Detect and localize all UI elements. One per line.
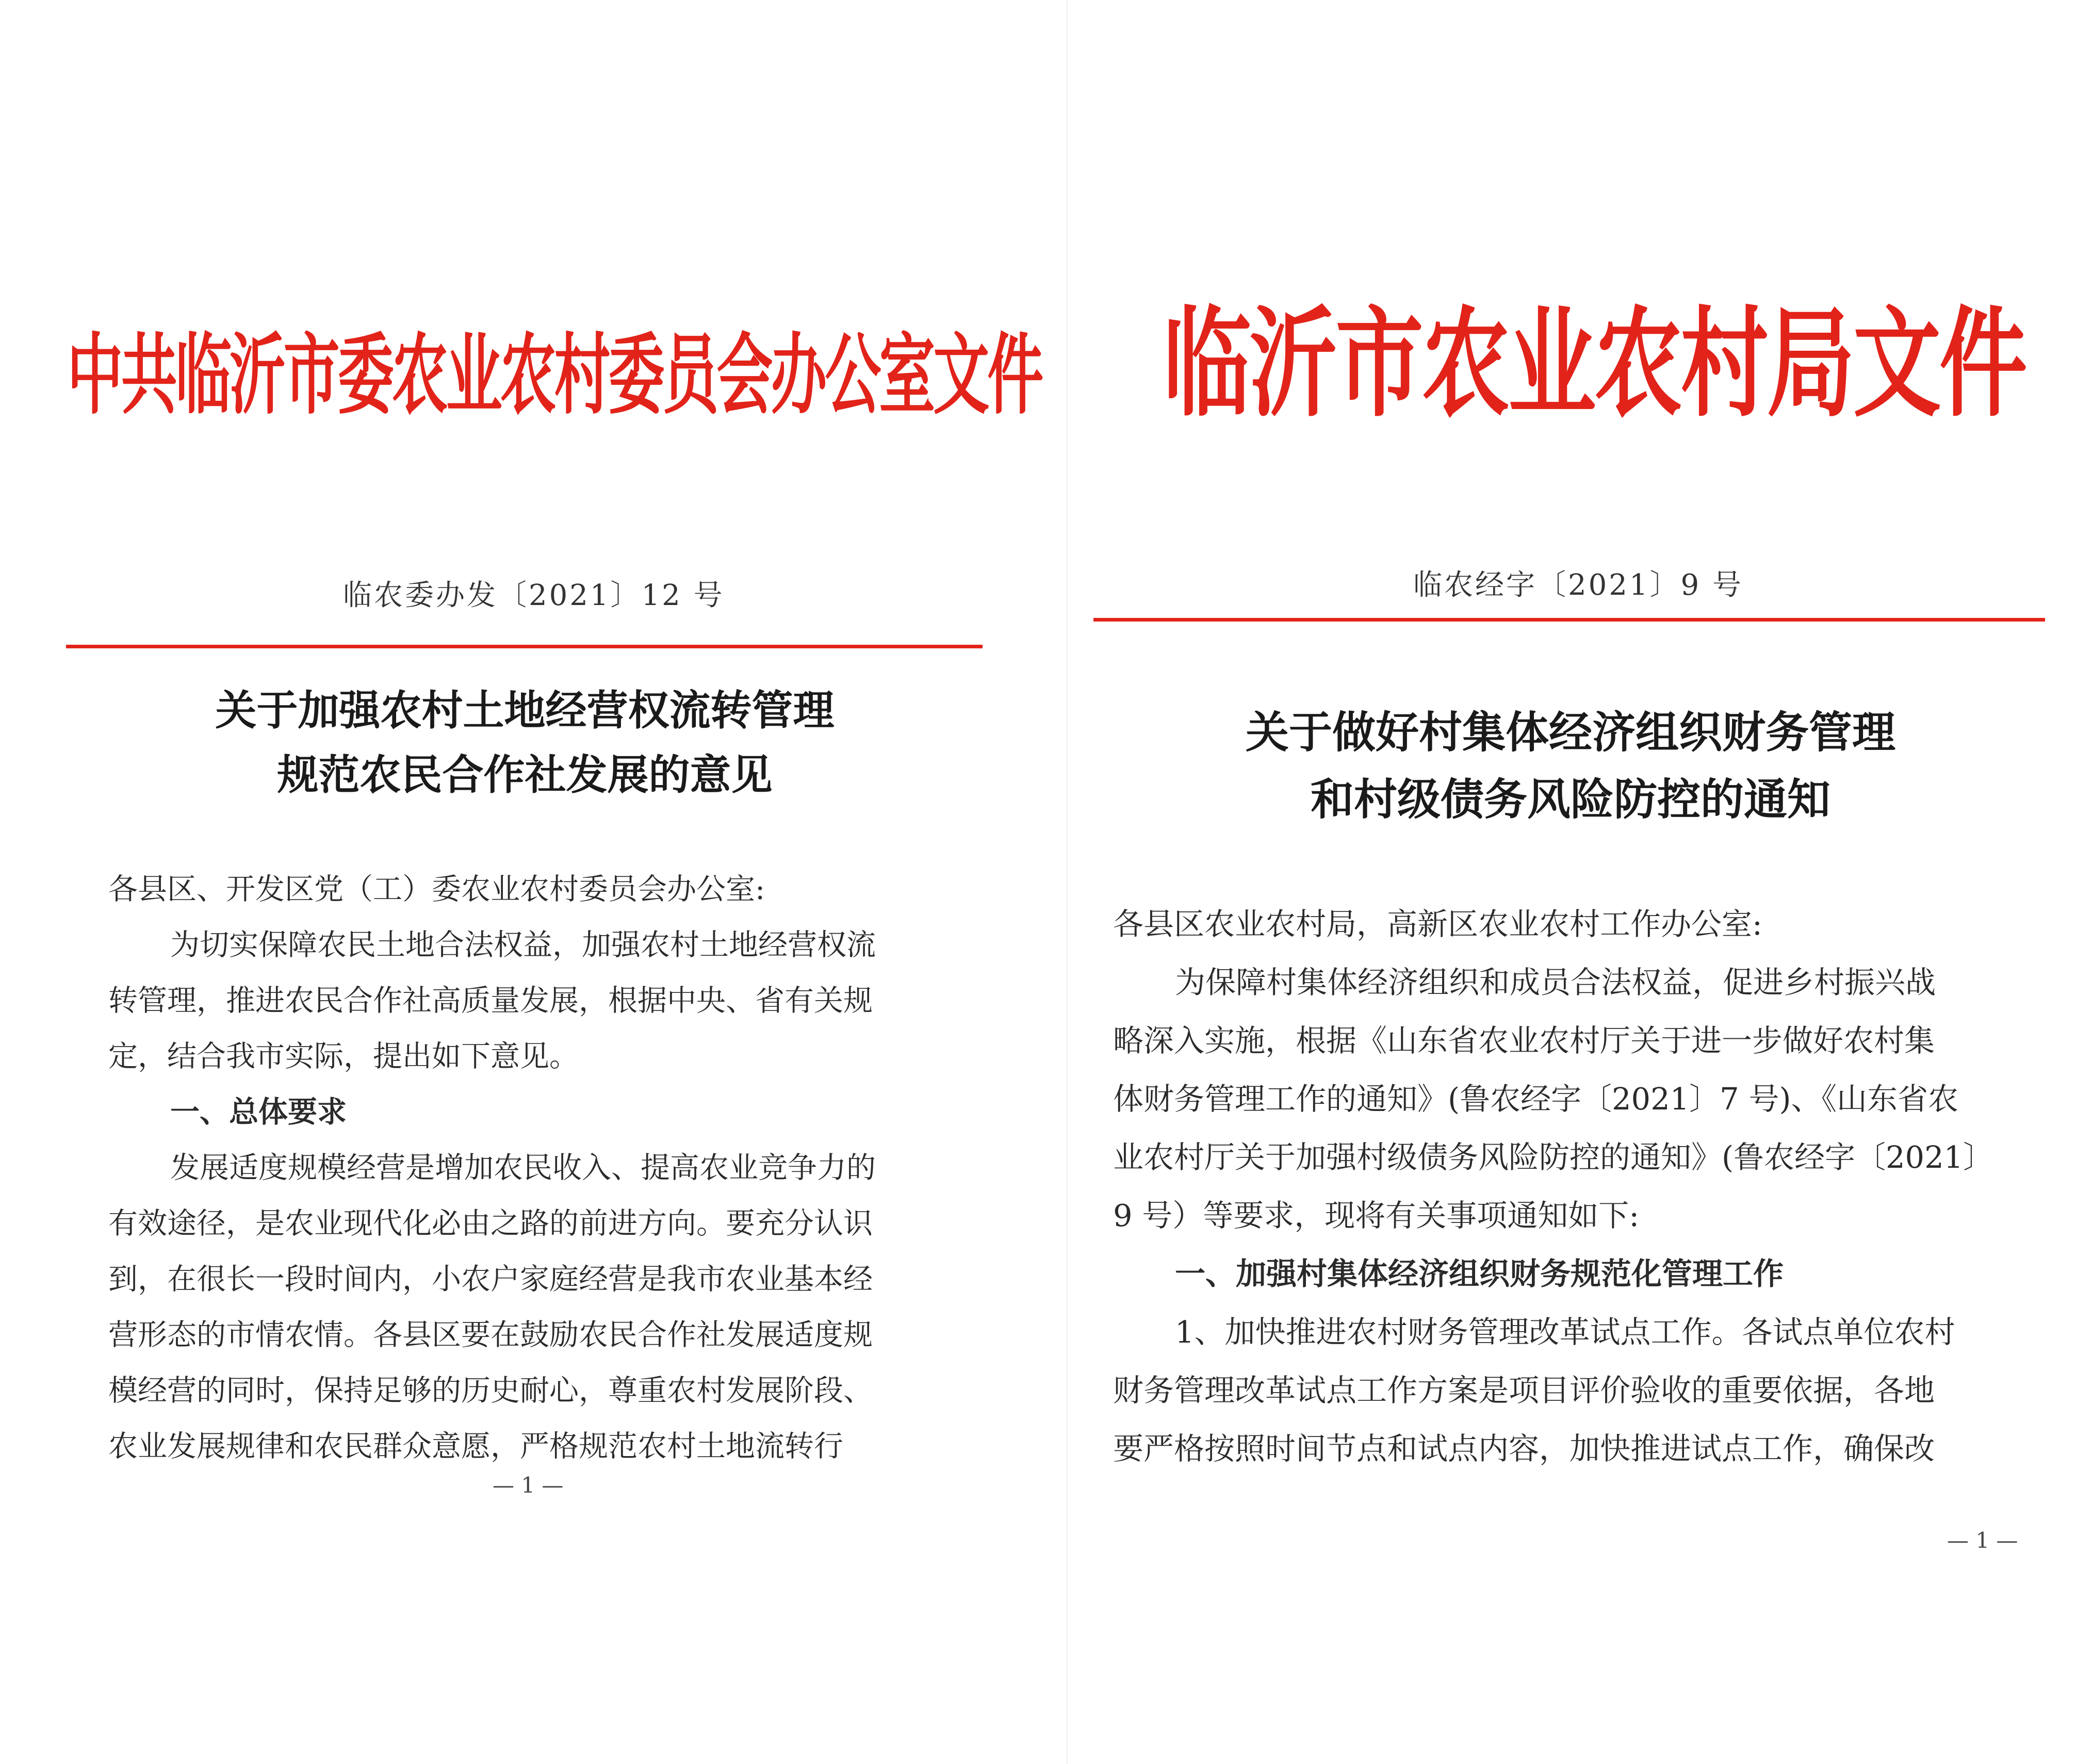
- right-paragraph-line: 业农村厅关于加强村级债务风险防控的通知》(鲁农经字〔2021〕: [1113, 1139, 1994, 1175]
- left-paragraph-line: 发展适度规模经营是增加农民收入、提高农业竞争力的: [170, 1151, 876, 1185]
- right-title-line-1: 关于做好村集体经济组织财务管理: [1245, 707, 1895, 758]
- left-paragraph-line: 到，在很长一段时间内，小农户家庭经营是我市农业基本经: [108, 1262, 873, 1296]
- left-paragraph-line: 定，结合我市实际，提出如下意见。: [108, 1039, 579, 1073]
- right-document-header: 临沂市农业农村局文件: [1163, 296, 2026, 433]
- left-document-body: [108, 861, 954, 1474]
- page-divider: [1067, 0, 1068, 1764]
- right-salutation: 各县区农业农村局，高新区农业农村工作办公室:: [1113, 906, 1762, 942]
- right-document-title: [1099, 699, 2042, 833]
- left-document-number: 临农委办发〔2021〕12 号: [343, 579, 725, 612]
- left-title-line-1: 关于加强农村土地经营权流转管理: [215, 686, 835, 734]
- right-red-separator: [1093, 618, 2045, 622]
- right-paragraph-line: 财务管理改革试点工作方案是项目评价验收的重要依据，各地: [1113, 1373, 1935, 1408]
- left-paragraph-line: 模经营的同时，保持足够的历史耐心，尊重农村发展阶段、: [108, 1374, 873, 1408]
- left-paragraph-line: 营形态的市情农情。各县区要在鼓励农民合作社发展适度规: [108, 1318, 873, 1352]
- left-paragraph-line: 转管理，推进农民合作社高质量发展，根据中央、省有关规: [108, 984, 873, 1018]
- right-page-number: — 1 —: [1947, 1528, 2018, 1553]
- right-paragraph-line: 要严格按照时间节点和试点内容，加快推进试点工作，确保改: [1113, 1431, 1935, 1466]
- right-paragraph-line: 9 号）等要求，现将有关事项通知如下:: [1113, 1198, 1640, 1233]
- right-section-heading: 一、加强村集体经济组织财务规范化管理工作: [1175, 1256, 1784, 1292]
- left-section-heading: 一、总体要求: [170, 1095, 347, 1129]
- right-document-body: [1113, 895, 2057, 1478]
- right-paragraph-line: 为保障村集体经济组织和成员合法权益，促进乡村振兴战: [1175, 965, 1936, 1000]
- right-paragraph-line: 1、加快推进农村财务管理改革试点工作。各试点单位农村: [1175, 1314, 1955, 1350]
- left-paragraph-line: 有效途径，是农业现代化必由之路的前进方向。要充分认识: [108, 1206, 873, 1240]
- left-paragraph-line: 为切实保障农民土地合法权益，加强农村土地经营权流: [170, 928, 876, 962]
- right-paragraph-line: 体财务管理工作的通知》(鲁农经字〔2021〕7 号)、《山东省农: [1113, 1081, 1958, 1117]
- right-title-line-2: 和村级债务风险防控的通知: [1310, 774, 1830, 825]
- left-paragraph-line: 农业发展规律和农民群众意愿，严格规范农村土地流转行: [108, 1429, 843, 1463]
- left-page-number: — 1 —: [493, 1473, 564, 1498]
- left-title-line-2: 规范农民合作社发展的意见: [277, 750, 773, 799]
- left-red-separator: [66, 645, 983, 648]
- left-salutation: 各县区、开发区党（工）委农业农村委员会办公室:: [108, 872, 765, 906]
- right-document-number: 临农经字〔2021〕9 号: [1413, 568, 1743, 602]
- right-document-page: [1068, 0, 2076, 1764]
- left-document-title: [67, 678, 983, 807]
- left-document-header: 中共临沂市委农业农村委员会办公室文件: [67, 324, 1042, 427]
- right-paragraph-line: 略深入实施，根据《山东省农业农村厅关于进一步做好农村集: [1113, 1023, 1935, 1058]
